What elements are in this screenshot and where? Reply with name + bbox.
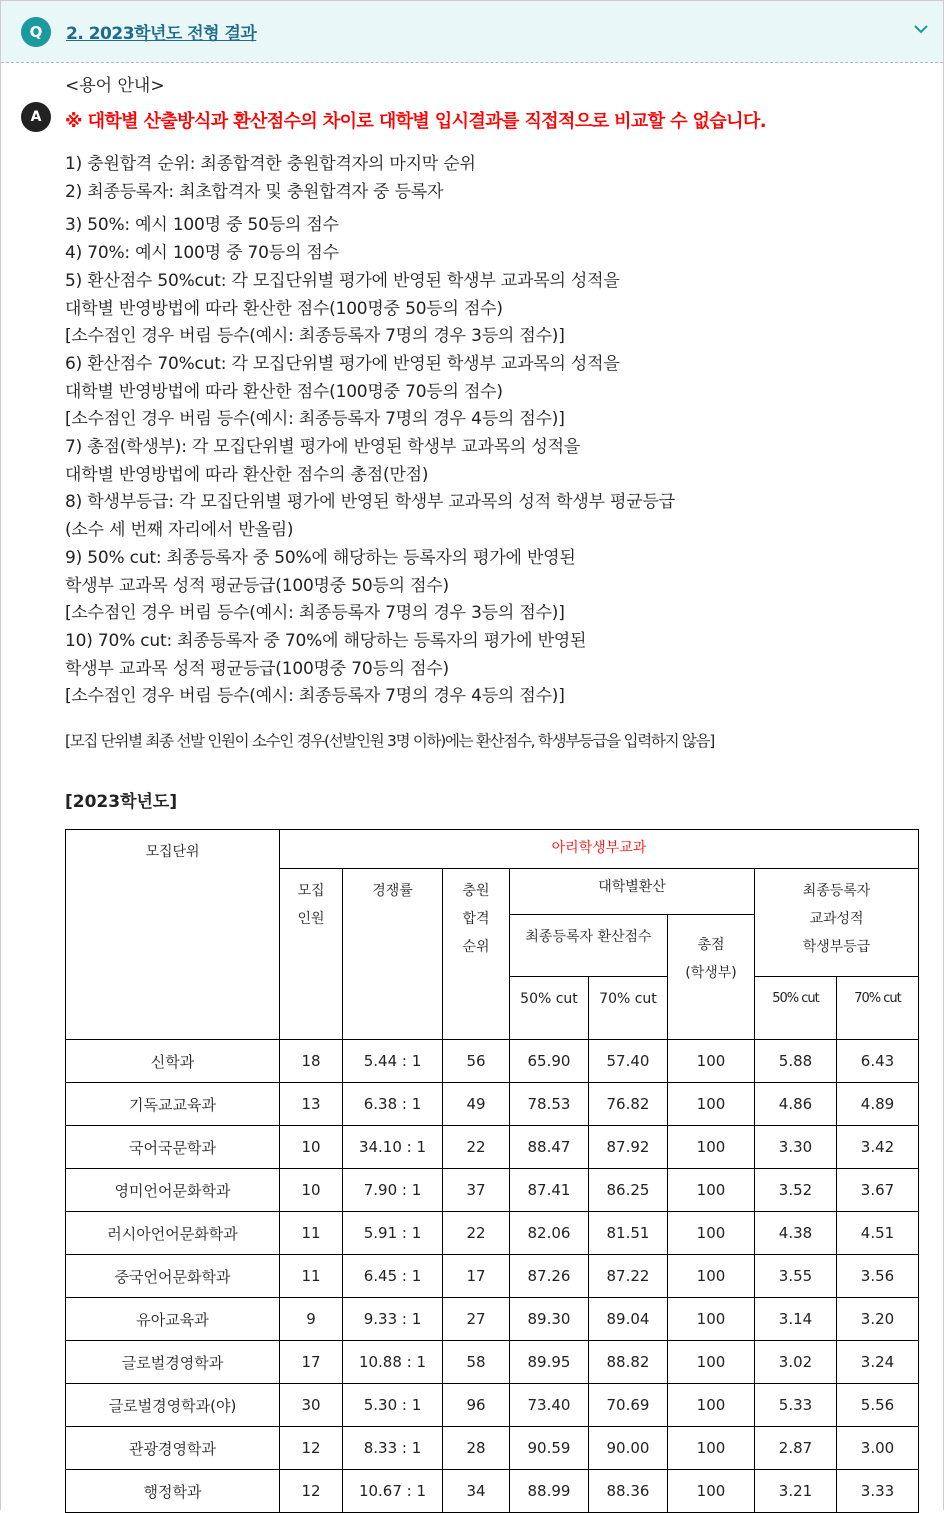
table-cell: 국어국문학과: [66, 1126, 280, 1169]
table-cell: 76.82: [589, 1083, 668, 1126]
table-cell: 3.55: [755, 1255, 837, 1298]
table-cell: 49: [443, 1083, 510, 1126]
table-cell: 10.88 : 1: [343, 1341, 443, 1384]
table-cell: 37: [443, 1169, 510, 1212]
table-row: [66, 1126, 919, 1169]
table-cell: 89.30: [510, 1298, 589, 1341]
header-g70: 70% cut: [837, 977, 919, 1040]
table-cell: 3.30: [755, 1126, 837, 1169]
table-cell: 12: [280, 1470, 343, 1513]
table-cell: 22: [443, 1212, 510, 1255]
table-cell: 2.87: [755, 1427, 837, 1470]
table-row: [66, 1341, 919, 1384]
table-cell: 87.41: [510, 1169, 589, 1212]
question-header[interactable]: [1, 1, 943, 63]
table-cell: 100: [668, 1126, 755, 1169]
table-cell: 6.38 : 1: [343, 1083, 443, 1126]
table-cell: 30: [280, 1384, 343, 1427]
table-cell: 70.69: [589, 1384, 668, 1427]
table-cell: 5.30 : 1: [343, 1384, 443, 1427]
term-line: 1) 충원합격 순위: 최종합격한 충원합격자의 마지막 순위: [65, 154, 476, 174]
year-label: [2023학년도]: [65, 792, 178, 813]
term-line: [소수점인 경우 버림 등수(예시: 최종등록자 7명의 경우 4등의 점수)]: [65, 409, 565, 430]
table-cell: 81.51: [589, 1212, 668, 1255]
guide-heading: <용어 안내>: [65, 76, 165, 96]
table-cell: 100: [668, 1384, 755, 1427]
table-cell: 87.26: [510, 1255, 589, 1298]
table-cell: 유아교육과: [66, 1298, 280, 1341]
table-cell: 88.36: [589, 1470, 668, 1513]
table-cell: 28: [443, 1427, 510, 1470]
table-cell: 10: [280, 1126, 343, 1169]
table-cell: 기독교교육과: [66, 1083, 280, 1126]
term-line: 대학별 반영방법에 따라 환산한 점수(100명중 70등의 점수): [65, 381, 503, 402]
table-cell: 34: [443, 1470, 510, 1513]
table-row: [66, 1470, 919, 1513]
term-line: 6) 환산점수 70%cut: 각 모집단위별 평가에 반영된 학생부 교과목의 성적을: [65, 353, 620, 374]
header-conv: 대학별환산: [510, 869, 755, 915]
table-row: [66, 1255, 919, 1298]
input-note: [모집 단위별 최종 선발 인원이 소수인 경우(선발인원 3명 이하)에는 환산점수, 학생부등급을 입력하지 않음]: [65, 732, 714, 751]
table-cell: 신학과: [66, 1040, 280, 1083]
table-cell: 89.95: [510, 1341, 589, 1384]
header-track: 아리학생부교과: [280, 830, 919, 869]
table-cell: 27: [443, 1298, 510, 1341]
table-cell: 100: [668, 1169, 755, 1212]
term-line: 10) 70% cut: 최종등록자 중 70%에 해당하는 등록자의 평가에 반영된: [65, 630, 587, 651]
question-title[interactable]: 2. 2023학년도 전형 결과: [66, 24, 257, 44]
term-line: 5) 환산점수 50%cut: 각 모집단위별 평가에 반영된 학생부 교과목의 성적을: [65, 270, 620, 291]
table-cell: 34.10 : 1: [343, 1126, 443, 1169]
term-line: 학생부 교과목 성적 평균등급(100명중 70등의 점수): [65, 658, 449, 679]
table-cell: 87.22: [589, 1255, 668, 1298]
table-cell: 100: [668, 1212, 755, 1255]
table-cell: 100: [668, 1255, 755, 1298]
header-total: 총점 (학생부): [668, 915, 755, 1040]
table-cell: 57.40: [589, 1040, 668, 1083]
table-row: [66, 1040, 919, 1083]
table-cell: 18: [280, 1040, 343, 1083]
table-cell: 3.42: [837, 1126, 919, 1169]
table-cell: 65.90: [510, 1040, 589, 1083]
table-cell: 10: [280, 1169, 343, 1212]
table-cell: 17: [280, 1341, 343, 1384]
table-cell: 9.33 : 1: [343, 1298, 443, 1341]
table-cell: 100: [668, 1341, 755, 1384]
term-line: (소수 세 번째 자리에서 반올림): [65, 520, 294, 541]
table-cell: 4.51: [837, 1212, 919, 1255]
table-cell: 58: [443, 1341, 510, 1384]
table-cell: 13: [280, 1083, 343, 1126]
table-cell: 5.56: [837, 1384, 919, 1427]
term-line: [소수점인 경우 버림 등수(예시: 최종등록자 7명의 경우 3등의 점수)]: [65, 603, 565, 624]
header-quota: 모집 인원: [280, 869, 343, 1040]
table-cell: 100: [668, 1298, 755, 1341]
header-c70: 70% cut: [589, 977, 668, 1040]
table-cell: 90.59: [510, 1427, 589, 1470]
term-line: 8) 학생부등급: 각 모집단위별 평가에 반영된 학생부 교과목의 성적 학생부 평균등급: [65, 492, 675, 513]
term-line: 2) 최종등록자: 최초합격자 및 충원합격자 중 등록자: [65, 181, 444, 202]
table-cell: 중국언어문화학과: [66, 1255, 280, 1298]
table-cell: 행정학과: [66, 1470, 280, 1513]
table-cell: 3.21: [755, 1470, 837, 1513]
table-cell: 100: [668, 1427, 755, 1470]
term-line: [소수점인 경우 버림 등수(예시: 최종등록자 7명의 경우 4등의 점수)]: [65, 686, 565, 707]
header-unit: 모집단위: [66, 830, 280, 1040]
table-cell: 4.86: [755, 1083, 837, 1126]
table-cell: 96: [443, 1384, 510, 1427]
table-cell: 5.44 : 1: [343, 1040, 443, 1083]
question-badge: Q: [21, 17, 51, 47]
table-cell: 3.14: [755, 1298, 837, 1341]
table-row: [66, 1427, 919, 1470]
table-cell: 11: [280, 1255, 343, 1298]
table-cell: 100: [668, 1040, 755, 1083]
table-cell: 9: [280, 1298, 343, 1341]
table-cell: 관광경영학과: [66, 1427, 280, 1470]
table-cell: 86.25: [589, 1169, 668, 1212]
table-cell: 88.99: [510, 1470, 589, 1513]
table-cell: 73.40: [510, 1384, 589, 1427]
term-line: 7) 총점(학생부): 각 모집단위별 평가에 반영된 학생부 교과목의 성적을: [65, 437, 581, 458]
header-conv-score: 최종등록자 환산점수: [510, 915, 668, 977]
table-cell: 3.56: [837, 1255, 919, 1298]
table-cell: 100: [668, 1470, 755, 1513]
table-cell: 8.33 : 1: [343, 1427, 443, 1470]
table-cell: 100: [668, 1083, 755, 1126]
term-line: 대학별 반영방법에 따라 환산한 점수의 총점(만점): [65, 464, 429, 485]
header-g50: 50% cut: [755, 977, 837, 1040]
table-row: [66, 1212, 919, 1255]
table-cell: 3.20: [837, 1298, 919, 1341]
table-cell: 3.24: [837, 1341, 919, 1384]
term-line: 대학별 반영방법에 따라 환산한 점수(100명중 50등의 점수): [65, 298, 503, 319]
table-row: [66, 1083, 919, 1126]
table-cell: 러시아언어문화학과: [66, 1212, 280, 1255]
table-cell: 6.43: [837, 1040, 919, 1083]
table-cell: 3.67: [837, 1169, 919, 1212]
table-cell: 82.06: [510, 1212, 589, 1255]
term-line: 학생부 교과목 성적 평균등급(100명중 50등의 점수): [65, 575, 449, 596]
table-cell: 17: [443, 1255, 510, 1298]
header-c50: 50% cut: [510, 977, 589, 1040]
term-list: [65, 151, 920, 711]
table-cell: 90.00: [589, 1427, 668, 1470]
table-cell: 5.33: [755, 1384, 837, 1427]
answer-badge: A: [21, 102, 51, 132]
term-line: 3) 50%: 예시 100명 중 50등의 점수: [65, 215, 339, 236]
table-cell: 3.00: [837, 1427, 919, 1470]
table-cell: 5.88: [755, 1040, 837, 1083]
term-line: 4) 70%: 예시 100명 중 70등의 점수: [65, 243, 339, 264]
table-cell: 78.53: [510, 1083, 589, 1126]
term-line: 9) 50% cut: 최종등록자 중 50%에 해당하는 등록자의 평가에 반영된: [65, 547, 576, 568]
table-row: [66, 1384, 919, 1427]
header-grade: 최종등록자 교과성적 학생부등급: [755, 869, 919, 977]
header-ratio: 경쟁률: [343, 869, 443, 1040]
table-cell: 87.92: [589, 1126, 668, 1169]
table-cell: 5.91 : 1: [343, 1212, 443, 1255]
table-cell: 영미언어문화학과: [66, 1169, 280, 1212]
chevron-down-icon[interactable]: [913, 21, 929, 37]
table-cell: 6.45 : 1: [343, 1255, 443, 1298]
table-cell: 4.89: [837, 1083, 919, 1126]
table-cell: 56: [443, 1040, 510, 1083]
table-cell: 3.02: [755, 1341, 837, 1384]
table-cell: 3.52: [755, 1169, 837, 1212]
table-cell: 88.82: [589, 1341, 668, 1384]
table-cell: 22: [443, 1126, 510, 1169]
table-cell: 글로벌경영학과(야): [66, 1384, 280, 1427]
table-cell: 11: [280, 1212, 343, 1255]
table-cell: 글로벌경영학과: [66, 1341, 280, 1384]
table-row: [66, 1298, 919, 1341]
answer-content: [65, 71, 920, 812]
table-cell: 3.33: [837, 1470, 919, 1513]
table-cell: 7.90 : 1: [343, 1169, 443, 1212]
term-line: [소수점인 경우 버림 등수(예시: 최종등록자 7명의 경우 3등의 점수)]: [65, 326, 565, 347]
table-cell: 89.04: [589, 1298, 668, 1341]
header-rank: 충원 합격 순위: [443, 869, 510, 1040]
table-row: [66, 1169, 919, 1212]
table-cell: 88.47: [510, 1126, 589, 1169]
table-cell: 10.67 : 1: [343, 1470, 443, 1513]
warning-text: ※ 대학별 산출방식과 환산점수의 차이로 대학별 입시결과를 직접적으로 비교할 수 없습니다.: [65, 111, 766, 132]
table-cell: 12: [280, 1427, 343, 1470]
table-cell: 4.38: [755, 1212, 837, 1255]
results-table: [65, 829, 919, 1513]
